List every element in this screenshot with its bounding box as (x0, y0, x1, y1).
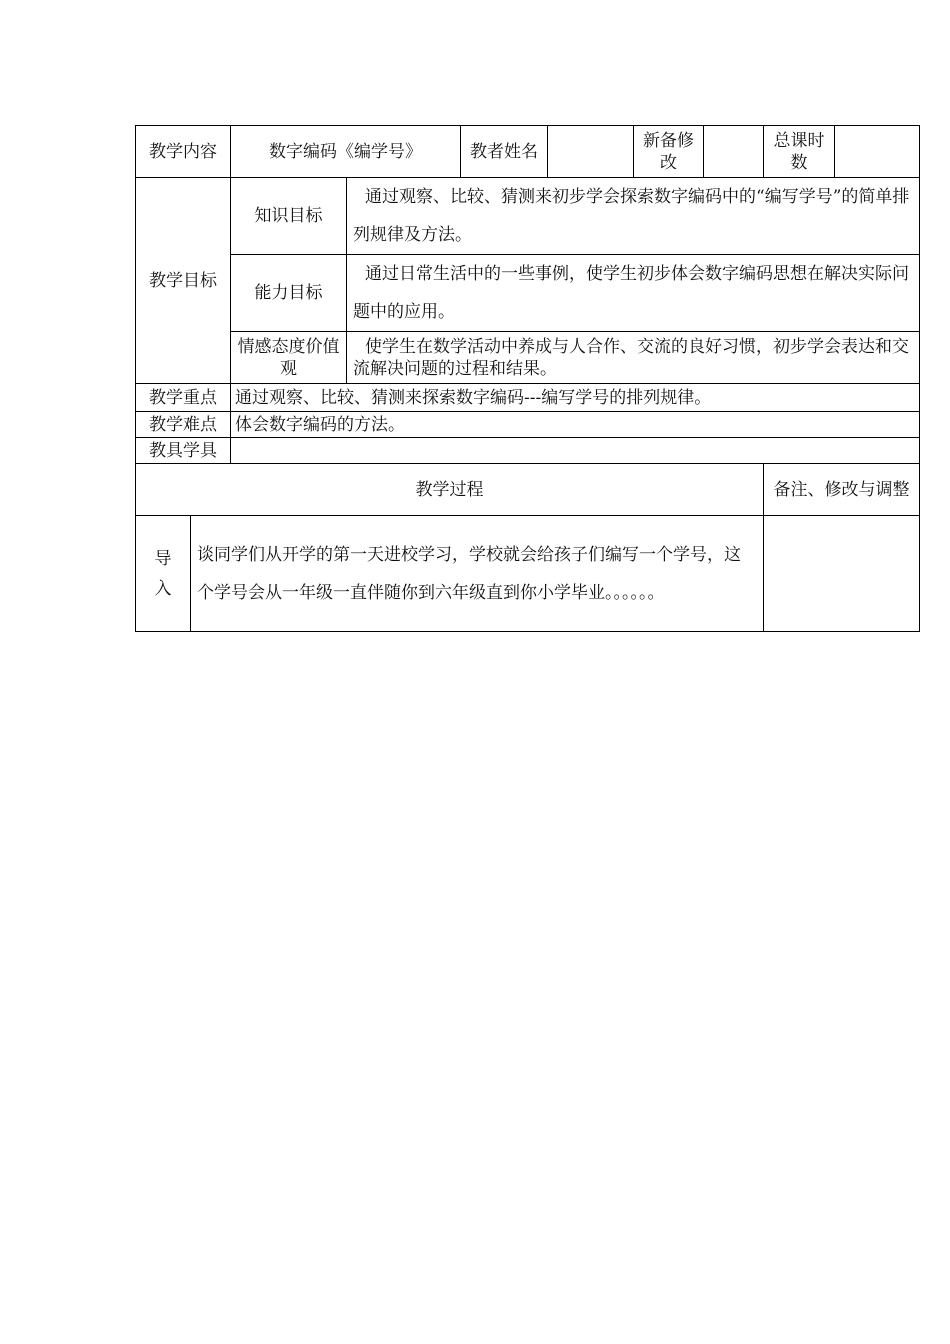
lesson-plan-table (135, 125, 920, 632)
objective-text-content: 通过观察、比较、猜测来初步学会探索数字编码中的“编写学号”的简单排列规律及方法。 (353, 187, 910, 245)
objective-row (136, 332, 920, 384)
process-header-row (136, 464, 920, 516)
teacher-label: 教者姓名 (461, 126, 548, 178)
objective-text-content: 使学生在数学活动中养成与人合作、交流的良好习惯，初步学会表达和交流解决问题的过程和结果。 (353, 336, 909, 379)
key-point-row (136, 384, 920, 412)
hours-value (835, 126, 920, 178)
section-label-char: 入 (154, 578, 172, 599)
objective-text (347, 332, 920, 384)
section-label (136, 516, 191, 632)
tools-text (231, 438, 920, 464)
difficulty-row (136, 412, 920, 438)
objective-label: 情感态度价值观 (231, 332, 347, 384)
section-label-char: 导 (154, 548, 172, 569)
objective-row (136, 178, 920, 255)
content-value: 数字编码《编学号》 (231, 126, 461, 178)
header-row (136, 126, 920, 178)
revision-value (704, 126, 764, 178)
tools-label: 教具学具 (136, 438, 231, 464)
hours-label: 总课时数 (764, 126, 835, 178)
notes-title: 备注、修改与调整 (764, 464, 920, 516)
section-notes (764, 516, 920, 632)
objectives-label: 教学目标 (136, 178, 231, 384)
tools-row (136, 438, 920, 464)
objective-label: 能力目标 (231, 255, 347, 332)
teacher-value (548, 126, 634, 178)
content-label: 教学内容 (136, 126, 231, 178)
objective-text (347, 255, 920, 332)
objective-text-content: 通过日常生活中的一些事例，使学生初步体会数字编码思想在解决实际问题中的应用。 (353, 264, 909, 322)
process-section-row (136, 516, 920, 632)
difficulty-text: 体会数字编码的方法。 (231, 412, 920, 438)
revision-label: 新备修改 (634, 126, 704, 178)
lesson-plan-sheet (135, 125, 919, 632)
key-point-label: 教学重点 (136, 384, 231, 412)
objective-label: 知识目标 (231, 178, 347, 255)
difficulty-label: 教学难点 (136, 412, 231, 438)
process-title: 教学过程 (136, 464, 764, 516)
objective-row (136, 255, 920, 332)
objective-text (347, 178, 920, 255)
section-text: 谈同学们从开学的第一天进校学习，学校就会给孩子们编写一个学号，这个学号会从一年级一直伴随你到六年级直到你小学毕业。。。。。。 (191, 516, 764, 632)
key-point-text: 通过观察、比较、猜测来探索数字编码---编写学号的排列规律。 (231, 384, 920, 412)
